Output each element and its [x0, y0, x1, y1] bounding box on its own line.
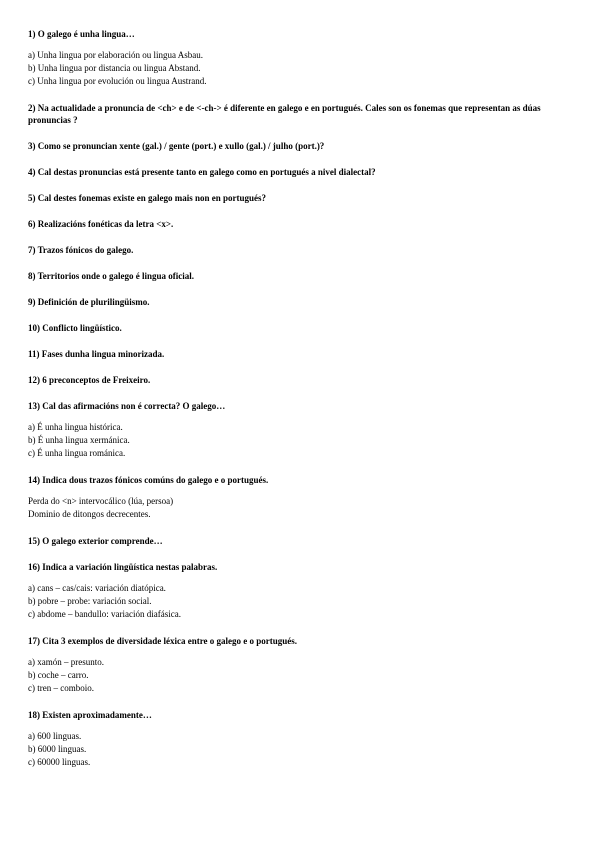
question-4: 4) Cal destas pronuncias está presente tanto en galego como en portugués a nivel dialectal?: [28, 167, 376, 177]
question-13-answers: [28, 421, 580, 460]
answer-line: c) Unha lingua por evolución ou lingua Austrand.: [28, 76, 207, 86]
question-6: 6) Realizacións fonéticas da letra <x>.: [28, 219, 174, 229]
question-2: 2) Na actualidade a pronuncia de <ch> e de <-ch-> é diferente en galego e en portugués. Cales son os fonemas que representan as dúas pronuncias ?: [28, 103, 541, 125]
question-14-answers: [28, 495, 580, 521]
document-page: [28, 28, 580, 783]
question-17-answers: [28, 656, 580, 695]
answer-line: b) É unha lingua xermánica.: [28, 435, 130, 445]
question-11: 11) Fases dunha lingua minorizada.: [28, 349, 165, 359]
question-8: 8) Territorios onde o galego é lingua oficial.: [28, 271, 194, 281]
question-9: 9) Definición de plurilingüismo.: [28, 297, 150, 307]
answer-line: b) Unha lingua por distancia ou lingua Abstand.: [28, 63, 201, 73]
question-12: 12) 6 preconceptos de Freixeiro.: [28, 375, 151, 385]
answer-line: c) tren – comboio.: [28, 683, 94, 693]
answer-line: a) 600 linguas.: [28, 731, 82, 741]
answer-line: c) abdome – bandullo: variación diafásica.: [28, 609, 181, 619]
question-3: 3) Como se pronuncian xente (gal.) / gente (port.) e xullo (gal.) / julho (port.)?: [28, 141, 325, 151]
question-14: 14) Indica dous trazos fónicos comúns do galego e o portugués.: [28, 475, 269, 485]
question-18: 18) Existen aproximadamente…: [28, 710, 152, 720]
question-18-answers: [28, 730, 580, 769]
answer-line: Perda do <n> intervocálico (lúa, persoa): [28, 496, 174, 506]
question-5: 5) Cal destes fonemas existe en galego mais non en portugués?: [28, 193, 266, 203]
question-13: 13) Cal das afirmacións non é correcta? O galego…: [28, 401, 226, 411]
answer-line: a) cans – cas/cais: variación diatópica.: [28, 583, 166, 593]
question-16-answers: [28, 582, 580, 621]
answer-line: a) É unha lingua histórica.: [28, 422, 123, 432]
answer-line: a) xamón – presunto.: [28, 657, 104, 667]
answer-line: Dominio de ditongos decrecentes.: [28, 509, 151, 519]
answer-line: a) Unha lingua por elaboración ou lingua Asbau.: [28, 50, 203, 60]
question-10: 10) Conflicto lingüístico.: [28, 323, 122, 333]
question-17: 17) Cita 3 exemplos de diversidade léxica entre o galego e o portugués.: [28, 636, 298, 646]
question-16: 16) Indica a variación lingüística nestas palabras.: [28, 562, 218, 572]
question-1: 1) O galego é unha lingua…: [28, 29, 135, 39]
answer-line: c) 60000 linguas.: [28, 757, 91, 767]
answer-line: b) 6000 linguas.: [28, 744, 87, 754]
answer-line: b) coche – carro.: [28, 670, 89, 680]
question-7: 7) Trazos fónicos do galego.: [28, 245, 134, 255]
answer-line: b) pobre – probe: variación social.: [28, 596, 152, 606]
question-15: 15) O galego exterior comprende…: [28, 536, 163, 546]
answer-line: c) É unha lingua románica.: [28, 448, 126, 458]
question-1-answers: [28, 49, 580, 88]
